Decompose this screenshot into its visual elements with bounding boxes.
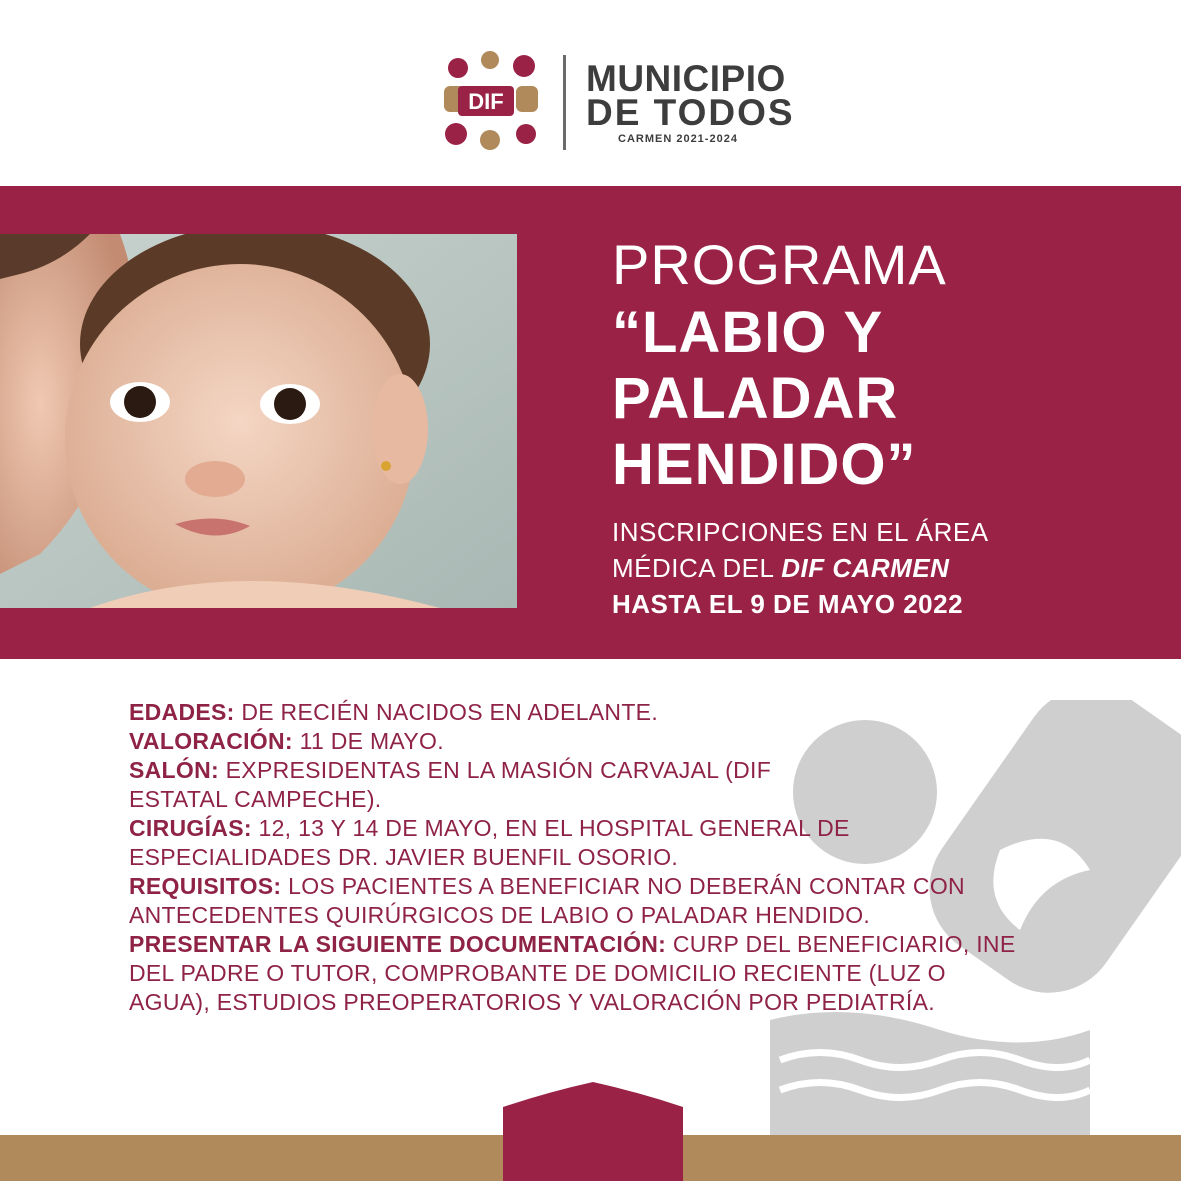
bottom-tab: [503, 1082, 683, 1181]
dif-logo: [436, 50, 544, 152]
program-label: PROGRAMA: [612, 233, 947, 296]
dif-carmen-emphasis: DIF CARMEN: [781, 553, 950, 583]
detail-edades: [129, 698, 1089, 727]
municipio-title: [586, 58, 795, 133]
detail-value: CURP DEL BENEFICIARIO, INE DEL PADRE O TUTOR, COMPROBANTE DE DOMICILIO RECIENTE (LUZ O AGUA), ESTUDIOS PREOPERATORIOS Y VALORACIÓN POR PEDIATRÍA.: [129, 931, 1016, 1015]
header-divider: [563, 55, 566, 150]
detail-value: EXPRESIDENTAS EN LA MASIÓN CARVAJAL (DIF ESTATAL CAMPECHE).: [129, 757, 772, 812]
title-line-2: DE TODOS: [586, 92, 795, 133]
baby-photo: [0, 234, 517, 608]
title-line-1: MUNICIPIO: [586, 58, 786, 99]
detail-value: 12, 13 Y 14 DE MAYO, EN EL HOSPITAL GENERAL DE ESPECIALIDADES DR. JAVIER BUENFIL OSORIO.: [129, 815, 850, 870]
program-name-line-1: “LABIO Y: [612, 300, 884, 365]
program-name-line-2: PALADAR: [612, 366, 899, 431]
program-details: [129, 698, 1089, 1017]
detail-key: CIRUGÍAS:: [129, 815, 252, 841]
detail-salon: [129, 756, 849, 814]
inscription-info: [612, 514, 989, 622]
detail-key: SALÓN:: [129, 757, 219, 783]
logo-text: DIF: [468, 89, 504, 114]
program-name-line-3: HENDIDO”: [612, 432, 917, 497]
inscription-line-2: [612, 550, 989, 586]
detail-documentacion: [129, 930, 1019, 1017]
detail-requisitos: [129, 872, 1069, 930]
inscription-line-2-prefix: MÉDICA DEL: [612, 553, 782, 583]
inscription-line-1: INSCRIPCIONES EN EL ÁREA: [612, 517, 989, 547]
detail-key: PRESENTAR LA SIGUIENTE DOCUMENTACIÓN:: [129, 931, 667, 957]
municipio-subtitle: CARMEN 2021-2024: [618, 133, 738, 145]
program-name: [612, 300, 916, 498]
detail-valoracion: [129, 727, 1089, 756]
header: [0, 0, 1181, 186]
detail-key: VALORACIÓN:: [129, 728, 293, 754]
detail-value: DE RECIÉN NACIDOS EN ADELANTE.: [234, 699, 659, 725]
detail-key: EDADES:: [129, 699, 235, 725]
detail-value: LOS PACIENTES A BENEFICIAR NO DEBERÁN CONTAR CON ANTECEDENTES QUIRÚRGICOS DE LABIO O PALADAR HENDIDO.: [129, 873, 965, 928]
detail-key: REQUISITOS:: [129, 873, 282, 899]
detail-cirugias: [129, 814, 959, 872]
deadline: HASTA EL 9 DE MAYO 2022: [612, 589, 964, 619]
detail-value: 11 DE MAYO.: [292, 728, 444, 754]
